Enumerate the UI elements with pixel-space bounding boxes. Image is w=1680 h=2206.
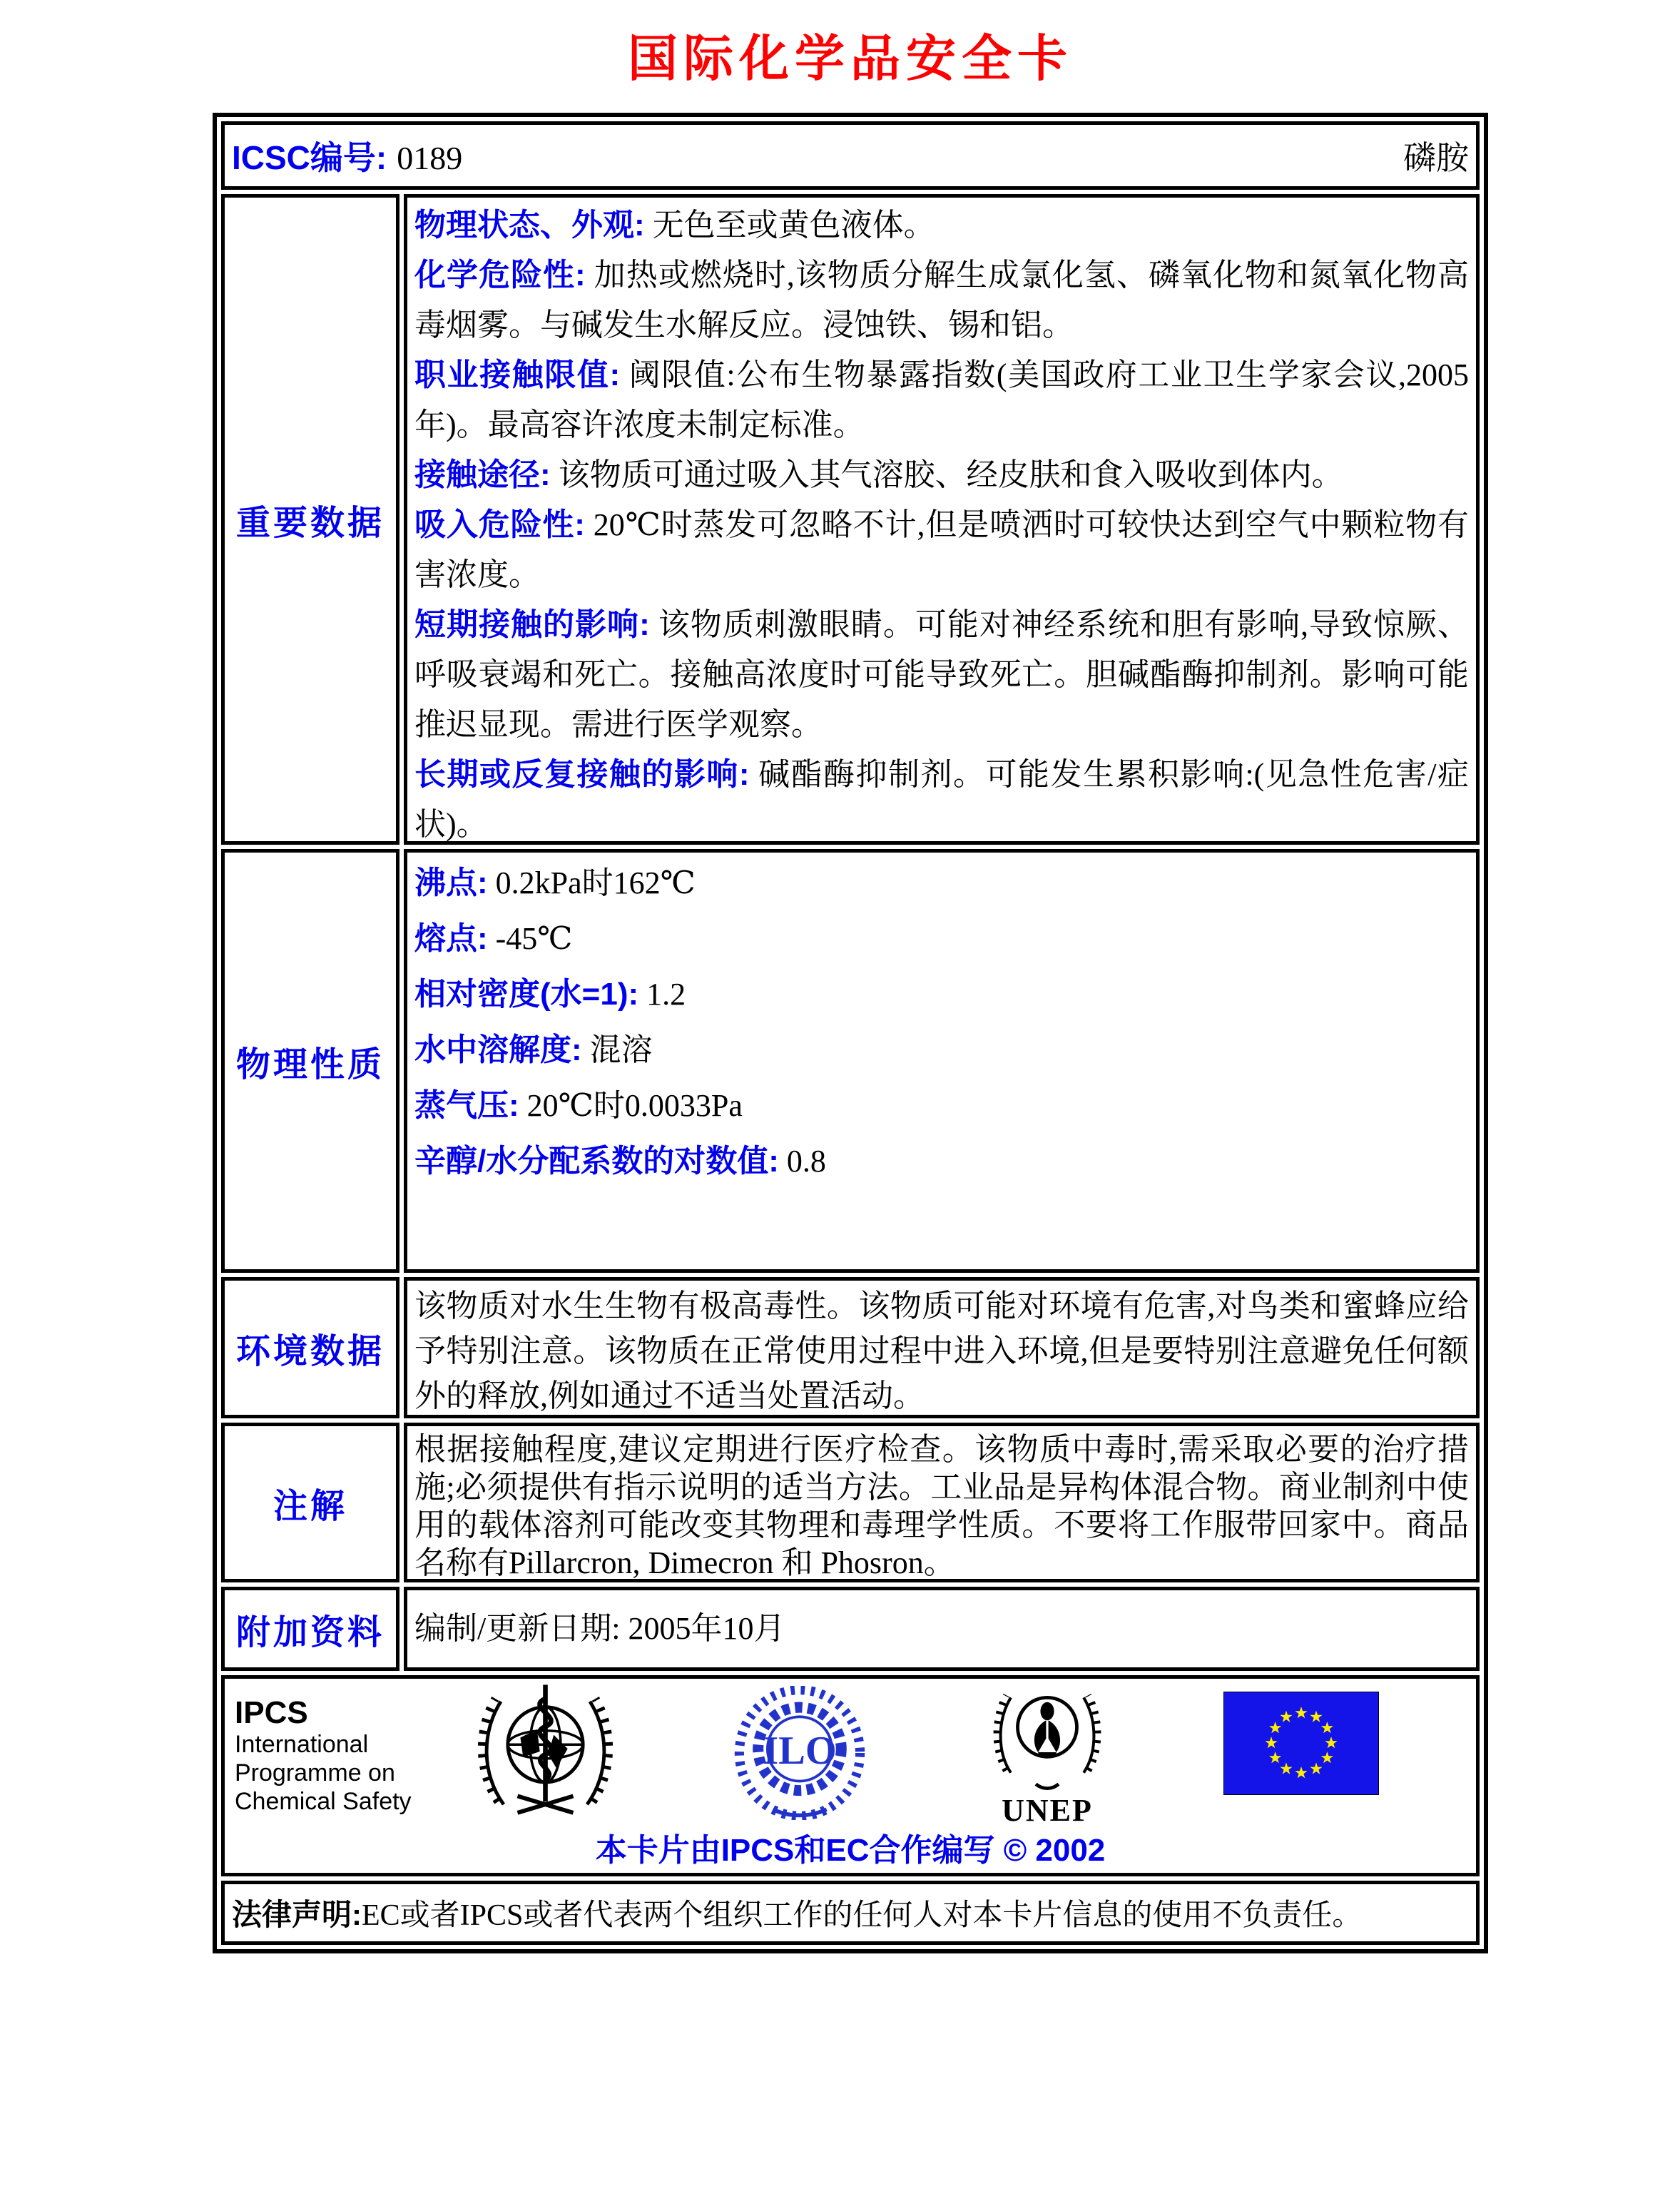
field-row [414, 200, 1469, 250]
who-logo-icon [476, 1682, 615, 1824]
field-value: 该物质刺激眼睛。可能对神经系统和胆有影响,导致惊厥、呼吸衰竭和死亡。接触高浓度时可能导致死亡。胆碱酯酶抑制剂。影响可能推迟显现。需进行医学观察。 [414, 607, 1470, 742]
field-label: 蒸气压: [414, 1088, 519, 1123]
section-label-notes: 注解 [221, 1423, 399, 1582]
field-row [414, 855, 1469, 911]
field-value: 无色至或黄色液体。 [644, 208, 935, 243]
field-row [414, 967, 1469, 1022]
section-content-important-data [404, 194, 1480, 845]
unep-logo-block [979, 1682, 1115, 1829]
field-value: 阈限值:公布生物暴露指数(美国政府工业卫生学家会议,2005年)。最高容许浓度未制定标准。 [414, 357, 1470, 442]
field-label: 相对密度(水=1): [414, 977, 639, 1012]
field-value: 根据接触程度,建议定期进行医疗检查。该物质中毒时,需采取必要的治疗措施;必须提供有指示说明的适当方法。工业品是异构体混合物。商业制剂中使用的载体溶剂可能改变其物理和毒理学性质。不要将工作服带回家中。商品名称有Pillarcron, Dimecron 和 Phosron。 [414, 1432, 1469, 1580]
chemical-name: 磷胺 [1403, 140, 1469, 176]
field-row [414, 750, 1469, 845]
section-row-important-data [221, 194, 1480, 845]
field-row [414, 1134, 1469, 1189]
section-row-notes [221, 1423, 1480, 1582]
eu-flag-icon [1223, 1692, 1379, 1795]
legal-text: EC或者IPCS或者代表两个组织工作的任何人对本卡片信息的使用不负责任。 [362, 1899, 1363, 1932]
section-row-environmental-data [221, 1277, 1480, 1418]
legal-cell [221, 1881, 1480, 1945]
legal-label: 法律声明: [232, 1898, 362, 1931]
field-value: 碱酯酶抑制剂。可能发生累积影响:(见急性危害/症状)。 [414, 757, 1469, 842]
icsc-number-label: ICSC编号: [232, 139, 387, 176]
section-label-important-data: 重要数据 [221, 194, 399, 845]
field-value: 20℃时0.0033Pa [519, 1088, 743, 1123]
page-title: 国际化学品安全卡 [628, 31, 1073, 86]
field-label: 熔点: [414, 921, 488, 956]
field-row [414, 1022, 1469, 1078]
ilo-logo-icon [733, 1686, 867, 1820]
field-label: 沸点: [414, 865, 488, 900]
field-row [414, 1430, 1469, 1582]
field-row [414, 600, 1469, 750]
field-label: 辛醇/水分配系数的对数值: [414, 1144, 779, 1179]
field-value: 该物质对水生生物有极高毒性。该物质可能对环境有危害,对鸟类和蜜蜂应给予特别注意。该物质在正常使用过程中进入环境,但是要特别注意避免任何额外的释放,例如通过不适当处置活动。 [414, 1288, 1469, 1413]
unep-logo-icon [990, 1682, 1104, 1794]
field-value: -45℃ [487, 921, 573, 956]
icsc-number-group [232, 132, 462, 179]
field-label: 水中溶解度: [414, 1032, 582, 1067]
field-value: 加热或燃烧时,该物质分解生成氯化氢、磷氧化物和氮氧化物高毒烟雾。与碱发生水解反应。浸蚀铁、锡和铝。 [414, 258, 1470, 342]
field-value: 20℃时蒸发可忽略不计,但是喷洒时可较快达到空气中颗粒物有害浓度。 [414, 507, 1470, 592]
section-content-environmental-data [404, 1277, 1480, 1418]
field-value: 编制/更新日期: 2005年10月 [414, 1611, 785, 1646]
field-label: 职业接触限值: [414, 357, 621, 392]
section-row-additional-info [221, 1587, 1480, 1671]
header-cell [221, 121, 1480, 190]
field-row [414, 350, 1469, 450]
logos-cell [221, 1675, 1480, 1876]
section-label-physical-properties: 物理性质 [221, 849, 399, 1273]
field-row [414, 1284, 1469, 1418]
field-label: 化学危险性: [414, 258, 586, 293]
section-label-additional-info: 附加资料 [221, 1587, 399, 1671]
field-label: 短期接触的影响: [414, 607, 650, 642]
legal-row [221, 1881, 1480, 1945]
field-label: 长期或反复接触的影响: [414, 757, 750, 792]
field-row [414, 250, 1469, 350]
field-row [414, 450, 1469, 500]
field-label: 物理状态、外观: [414, 208, 645, 243]
field-value: 混溶 [581, 1032, 653, 1067]
field-value: 1.2 [638, 977, 686, 1012]
field-value: 0.8 [778, 1144, 826, 1179]
section-label-environmental-data: 环境数据 [221, 1277, 399, 1418]
field-label: 吸入危险性: [414, 507, 585, 542]
field-row [414, 1078, 1469, 1134]
field-value: 该物质可通过吸入其气溶胶、经皮肤和食入吸收到体内。 [550, 457, 1343, 492]
icsc-number-value: 0189 [397, 140, 463, 176]
ipcs-line-2: Programme on [235, 1759, 395, 1786]
ipcs-acronym: IPCS [235, 1695, 308, 1730]
svg-text:ILO: ILO [763, 1729, 837, 1774]
ipcs-logo-block [235, 1696, 412, 1816]
credit-line: 本卡片由IPCS和EC合作编写 © 2002 [595, 1833, 1106, 1868]
header-row [221, 121, 1480, 190]
section-content-physical-properties [404, 849, 1480, 1273]
field-row [414, 1611, 785, 1647]
ipcs-line-1: International [235, 1731, 369, 1758]
logos-row [221, 1675, 1480, 1876]
section-content-additional-info [404, 1587, 1480, 1671]
section-row-physical-properties [221, 849, 1480, 1273]
field-value: 0.2kPa时162℃ [487, 865, 696, 900]
field-row [414, 911, 1469, 967]
field-row [414, 500, 1469, 600]
section-content-notes [404, 1423, 1480, 1582]
ipcs-line-3: Chemical Safety [235, 1788, 412, 1815]
icsc-card-table [213, 113, 1488, 1953]
unep-label: UNEP [1002, 1793, 1093, 1828]
field-label: 接触途径: [414, 457, 551, 492]
